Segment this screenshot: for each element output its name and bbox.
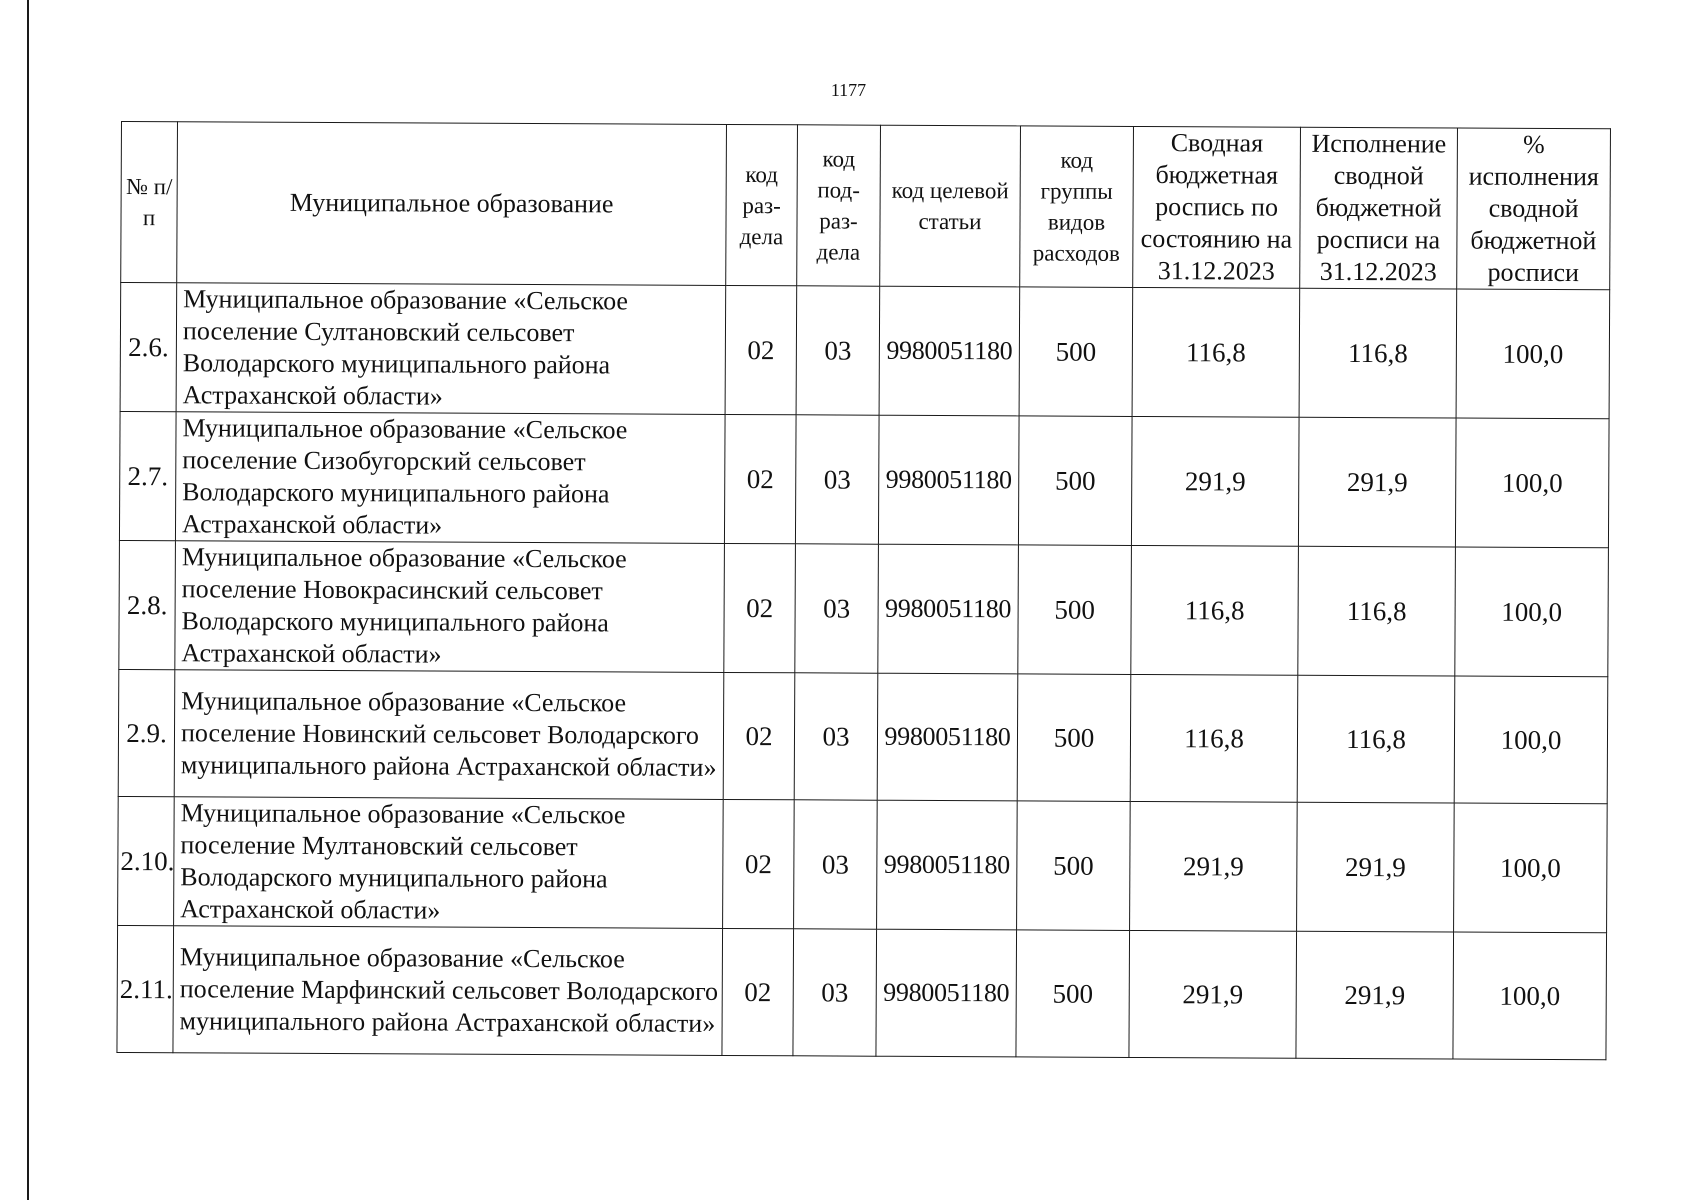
expense-group-code: 500 (1017, 674, 1131, 802)
execution-percent-value: 100,0 (1454, 803, 1608, 933)
row-number: 2.8. (119, 540, 176, 669)
header-num: № п/п (121, 122, 178, 283)
expense-group-code: 500 (1016, 930, 1130, 1058)
target-code: 9980051180 (877, 800, 1018, 930)
target-code: 9980051180 (878, 544, 1019, 674)
table-row (119, 540, 1609, 676)
execution-percent-value: 100,0 (1454, 676, 1608, 804)
target-code: 9980051180 (878, 415, 1019, 545)
budget-plan-value: 291,9 (1130, 801, 1298, 931)
target-code: 9980051180 (876, 929, 1017, 1057)
table-row (120, 283, 1610, 419)
municipality-name: Муниципальное образование «Сельское поселение Сизобугорский сельсовет Володарского муниципального района Астраханской области» (175, 412, 725, 544)
page-binding-edge (27, 0, 29, 1200)
row-number: 2.6. (120, 283, 177, 412)
budget-execution-value: 291,9 (1298, 417, 1456, 547)
podrazdel-code: 03 (794, 800, 878, 929)
header-podrazdel-code: код под- раз- дела (797, 125, 881, 286)
municipality-name: Муниципальное образование «Сельское поселение Новинский сельсовет Володарского муниципального района Астраханской области» (174, 670, 724, 800)
municipality-name: Муниципальное образование «Сельское поселение Султановский сельсовет Володарского муниципального района Астраханской области» (176, 283, 726, 415)
row-number: 2.11. (117, 925, 174, 1052)
budget-plan-value: 291,9 (1129, 930, 1297, 1058)
municipality-name: Муниципальное образование «Сельское поселение Марфинский сельсовет Володарского муниципального района Астраханской области» (173, 926, 723, 1056)
header-budget-execution: Исполнение сводной бюджетной росписи на 31.12.2023 (1300, 127, 1458, 289)
header-budget-plan: Сводная бюджетная роспись по состоянию на 31.12.2023 (1133, 126, 1301, 288)
table-row (117, 925, 1607, 1059)
podrazdel-code: 03 (795, 415, 879, 544)
row-number: 2.9. (118, 669, 175, 796)
target-code: 9980051180 (877, 673, 1018, 801)
table-row (119, 411, 1609, 547)
municipality-name: Муниципальное образование «Сельское поселение Новокрасинский сельсовет Володарского муниципального района Астраханской области» (175, 541, 725, 673)
execution-percent-value: 100,0 (1453, 932, 1607, 1060)
razdel-code: 02 (722, 928, 794, 1055)
budget-execution-value: 291,9 (1297, 802, 1455, 932)
header-municipality: Муниципальное образование (177, 122, 727, 286)
expense-group-code: 500 (1018, 416, 1132, 546)
header-target-code: код целевой статьи (880, 125, 1021, 287)
header-execution-percent: % исполнения сводной бюджетной росписи (1457, 128, 1611, 290)
table-row (118, 669, 1608, 803)
execution-percent-value: 100,0 (1455, 547, 1609, 677)
budget-execution-value: 116,8 (1299, 288, 1457, 418)
target-code: 9980051180 (879, 286, 1020, 416)
razdel-code: 02 (723, 672, 795, 799)
podrazdel-code: 03 (793, 929, 877, 1056)
podrazdel-code: 03 (796, 286, 880, 415)
razdel-code: 02 (724, 414, 796, 543)
expense-group-code: 500 (1017, 801, 1131, 931)
budget-execution-table (116, 121, 1611, 1060)
expense-group-code: 500 (1018, 545, 1132, 675)
municipality-name: Муниципальное образование «Сельское поселение Мултановский сельсовет Володарского муниципального района Астраханской области» (174, 797, 724, 929)
execution-percent-value: 100,0 (1456, 289, 1610, 419)
budget-execution-value: 116,8 (1298, 546, 1456, 676)
razdel-code: 02 (723, 799, 795, 928)
table-row (118, 796, 1608, 932)
podrazdel-code: 03 (794, 673, 878, 800)
row-number: 2.10. (118, 796, 175, 925)
budget-execution-value: 116,8 (1297, 675, 1455, 803)
header-expense-group-code: код группы видов расходов (1020, 126, 1134, 288)
row-number: 2.7. (119, 411, 176, 540)
budget-execution-value: 291,9 (1296, 931, 1454, 1059)
page-number: 1177 (830, 80, 867, 100)
table-header-row (121, 122, 1611, 290)
budget-plan-value: 116,8 (1132, 287, 1300, 417)
budget-plan-value: 116,8 (1131, 545, 1299, 675)
razdel-code: 02 (724, 543, 796, 672)
expense-group-code: 500 (1019, 287, 1133, 417)
razdel-code: 02 (725, 285, 797, 414)
budget-plan-value: 291,9 (1131, 416, 1299, 546)
execution-percent-value: 100,0 (1455, 418, 1609, 548)
header-razdel-code: код раз- дела (726, 124, 798, 285)
podrazdel-code: 03 (795, 544, 879, 673)
budget-plan-value: 116,8 (1130, 674, 1298, 802)
